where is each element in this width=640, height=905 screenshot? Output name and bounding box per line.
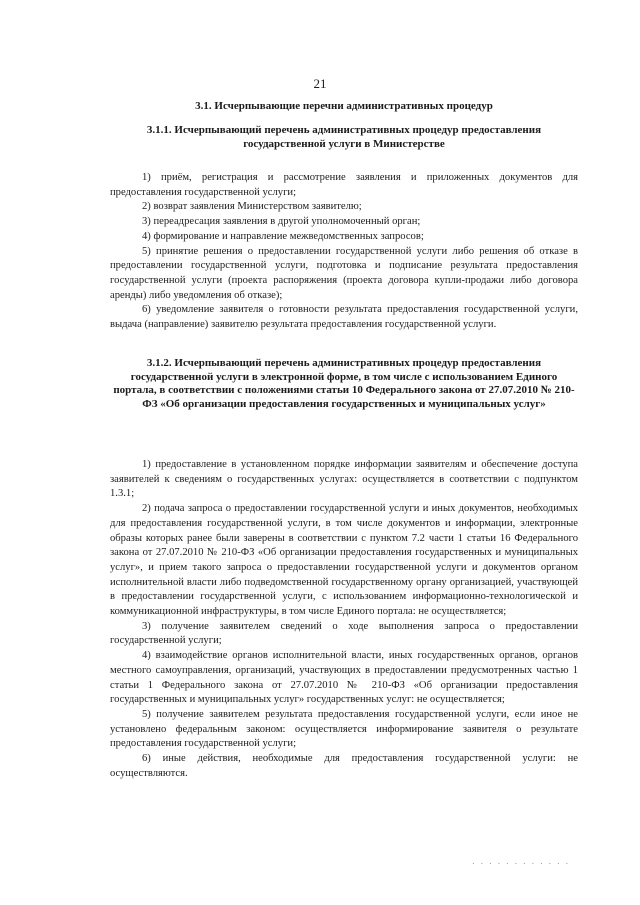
subsection-2-heading: 3.1.2. Исчерпывающий перечень административных процедур предоставления государственной услуги в электронной форме, в том числе с использованием Единого портала, в соответствии с положениями статьи 10 Федерального закона от 27.07.2010 № 210-ФЗ «Об организации предоставления государственных и муниципальных услуг» bbox=[113, 357, 575, 410]
page-number: 21 bbox=[313, 76, 327, 91]
list-item: 4) формирование и направление межведомственных запросов; bbox=[142, 230, 424, 242]
subsection-1-heading: 3.1.1. Исчерпывающий перечень административных процедур предоставления государственной услуги в Министерстве bbox=[146, 124, 542, 150]
list-item: 3) переадресация заявления в другой уполномоченный орган; bbox=[142, 216, 421, 228]
list-item: 2) возврат заявления Министерством заявителю; bbox=[142, 201, 362, 213]
list-item: 1) приём, регистрация и рассмотрение заявления и приложенных документов для предоставления государственной услуги; bbox=[110, 172, 578, 198]
section-heading: 3.1. Исчерпывающие перечни административных процедур bbox=[195, 100, 493, 112]
list-item: 2) подача запроса о предоставлении государственной услуги и иных документов, необходимых для предоставления государственной услуги, в том числе документов и информации, электронные образы которых ранее были заверены в соответствии с пунктом 7.2 части 1 статьи 16 Федерального закона от 27.07.2010 № 210-ФЗ «Об организации предоставления государственных и муниципальных услуг», и прием такого запроса о предоставлении государственной услуги и документов органом исполнительной власти либо подведомственной государственному органу организацией, участвующей в предоставлении государственной услуги, с использованием информационно-технологической и коммуникационной инфраструктуры, в том числе Единого портала: не осуществляется; bbox=[110, 503, 578, 618]
list-item: 1) предоставление в установленном порядке информации заявителям и обеспечение доступа заявителей к сведениям о государственных услугах: осуществляется в соответствии с подпунктом 1.3.1; bbox=[110, 459, 578, 500]
list-item: 5) получение заявителем результата предоставления государственной услуги, если иное не установлено федеральным законом: осуществляется информирование заявителя о результате предоставления государственной услуги; bbox=[110, 708, 578, 750]
list-item: 4) взаимодействие органов исполнительной власти, иных государственных органов, органов местного самоуправления, организаций, участвующих в предоставлении предусмотренных частью 1 статьи 1 Федерального закона от 27.07.2010 № 210-ФЗ «Об организации предоставления государственных и муниципальных услуг» государственных услуг: не осуществляется; bbox=[110, 650, 578, 706]
list-item: 3) получение заявителем сведений о ходе выполнения запроса о предоставлении государственной услуги; bbox=[110, 620, 578, 647]
list-item: 6) уведомление заявителя о готовности результата предоставления государственной услуги, выдача (направление) заявителю результата предоставления государственной услуги. bbox=[110, 304, 578, 331]
list-item: 5) принятие решения о предоставлении государственной услуги либо решения об отказе в предоставлении государственной услуги, подготовка и подписание результата предоставления государственной услуги (проекта распоряжения (проекта договора купли-продажи либо договора аренды) либо уведомления об отказе); bbox=[110, 245, 578, 301]
subsection-1-list bbox=[110, 171, 578, 333]
list-item: 6) иные действия, необходимые для предоставления государственной услуги: не осуществляются. bbox=[110, 753, 578, 779]
scan-artifact: . . . . . . . . . . . . bbox=[472, 856, 570, 866]
subsection-2-list bbox=[110, 458, 578, 781]
